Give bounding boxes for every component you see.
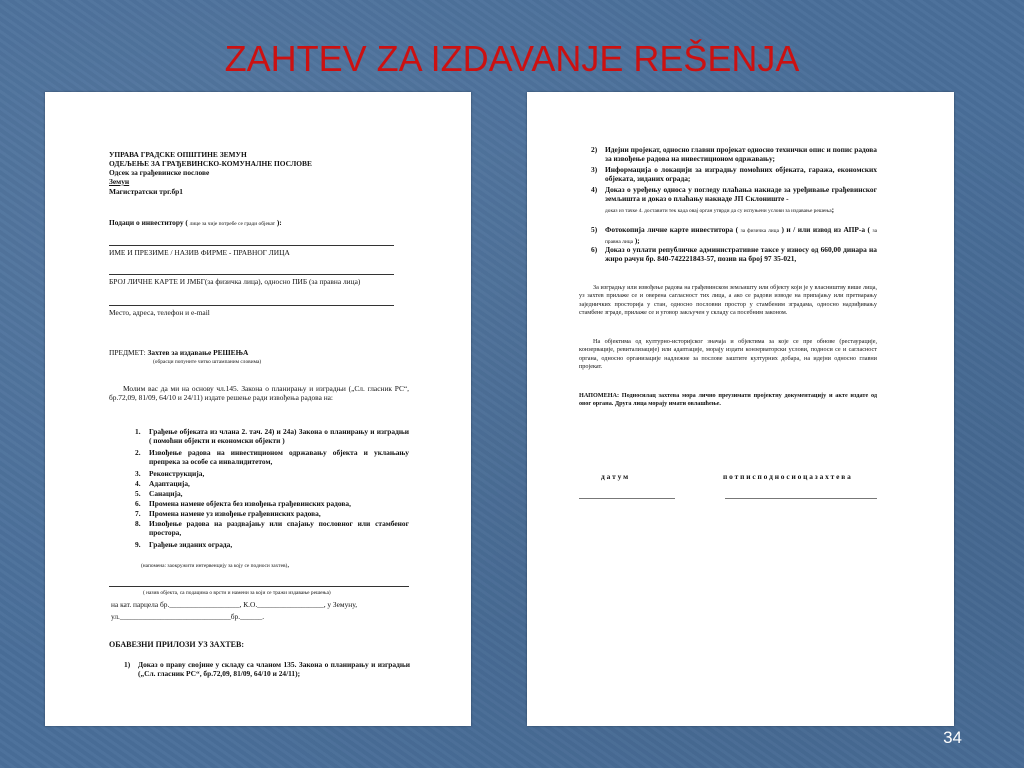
intervention-item[interactable]: Реконструкција,: [149, 469, 205, 478]
subject-line: ПРЕДМЕТ: Захтев за издавање РЕШЕЊА: [109, 348, 249, 357]
attachment-item: Информација о локацији за изградњу помоћних објеката, гаража, економских објеката, зиданих ограда;: [605, 165, 877, 183]
slide-title: ZAHTEV ZA IZDAVANJE REŠENJA: [224, 38, 800, 79]
section-header: Одсек за грађевинске послове: [109, 168, 210, 177]
intervention-item[interactable]: Санација,: [149, 489, 183, 498]
investor-address-line[interactable]: [109, 305, 394, 306]
signature-line[interactable]: [725, 498, 877, 499]
investor-name-caption: ИМЕ И ПРЕЗИМЕ / НАЗИВ ФИРМЕ - ПРАВНОГ ЛИЦА: [109, 248, 290, 257]
heritage-paragraph: На објектима од културно-историјског значаја и објектима за које се пре обнове (рестаурације, конзервације, ревитализације) или адаптације, морају издати конзерваторски услови, подноси се и сагласност органа, односно организације надлежне за послове заштите културних добара, на идејни односно главни пројекат.: [579, 338, 877, 371]
object-name-line[interactable]: [109, 586, 409, 587]
investor-id-line[interactable]: [109, 274, 394, 275]
slide-number: 34: [943, 728, 962, 747]
co-owner-paragraph: За изградњу или извођење радова на грађевинском земљишту или објекту који је у власништву више лица, уз захтев прилаже се и оверена сагласност тих лица, а ако се радови изводе на припајању или претварању заједничких просторија у стан, односно пословни простор у стамбеним зградама, односно надзиђивању стамбене зграде, прилаже се и уговор закључен у складу са посебним законом.: [579, 284, 877, 317]
intervention-item[interactable]: Адаптација,: [149, 479, 190, 488]
intervention-item[interactable]: Извођење радова на инвестиционом одржавању објекта и уклањању препрека за особе са инвалидитетом,: [149, 448, 409, 466]
attachment-item-note: доказ из тачке 4. доставити тек када овај орган утврди да су испуњени услови за издавање решења;: [605, 205, 835, 214]
attachment-item: Доказ о праву својине у складу са чланом 135. Закона о планирању и изградњи („Сл. гласник РС“, бр.72,09, 81/09, 64/10 и 24/11);: [138, 660, 410, 678]
form-page-left: УПРАВА ГРАДСКЕ ОПШТИНЕ ЗЕМУН ОДЕЉЕЊЕ ЗА ГРАЂЕВИНСКО-КОМУНАЛНЕ ПОСЛОВЕ Одсек за грађевинске послове Земун Магистратски трг.бр1 Подаци о инвеститору ( лице за чије потребе се гради објекат ): ИМЕ И ПРЕЗИМЕ / НАЗИВ ФИРМЕ - ПРАВНОГ ЛИЦА БРОЈ ЛИЧНЕ КАРТЕ И ЈМБГ(за физичка лица), односно ПИБ (за правна лица) Место, адреса, телефон и е-mail ПРЕДМЕТ: Захтев за издавање РЕШЕЊА (обрасци попуните читко штампаним словима) Молим вас да ми на основу чл.145. Закона о планирању и изградњи („Сл. гласник РС“, бр.72,09, 81/09, 64/10 и 24/11) издате решење ради извођења радова на: 1. Грађење објеката из члана 2. тач. 24) и 24а) Закона о планирању и изградњи ( помоћни објекти и економски објекти ) 2. Извођење радова на инвестиционом одржавању објекта и уклањању препрека за особе са инвалидитетом, 3. Реконструкција, 4. Адаптација, 5. Санација, 6. Промена намене објекта без извођења грађевинских радова, 7. Промена намене уз извођење грађевинских радова, 8. Извођење радова на раздвајању или спајању пословног или стамбеног простора, 9. Грађење зиданих ограда, (напомена: заокружити интервенцију за коју се подноси захтев), ( назив објекта, са подацима о врсти и намени за који се тражи издавање решења) на кат. парцела бр.___________________, К.О.__________________, у Земуну, ул.______________________________бр.______. ОБАВЕЗНИ ПРИЛОЗИ УЗ ЗАХТЕВ: 1) Доказ о праву својине у складу са чланом 135. Закона о планирању и изградњи („Сл. гласник РС“, бр.72,09, 81/09, 64/10 и 24/11);: [45, 92, 471, 726]
attachment-item: Доказ о уплати републичке административне таксе у износу од 660,00 динара на жиро рачун бр. 840-742221843-57, позив на број 97 35-021,: [605, 245, 877, 263]
department-header: ОДЕЉЕЊЕ ЗА ГРАЂЕВИНСКО-КОМУНАЛНЕ ПОСЛОВЕ: [109, 159, 312, 168]
intervention-item[interactable]: Промена намене уз извођење грађевинских радова,: [149, 509, 321, 518]
attachments-title: ОБАВЕЗНИ ПРИЛОЗИ УЗ ЗАХТЕВ:: [109, 640, 245, 649]
intervention-item[interactable]: Грађење објеката из члана 2. тач. 24) и 24а) Закона о планирању и изградњи ( помоћни објекти и економски објекти ): [149, 427, 409, 445]
street-line[interactable]: ул.______________________________бр.______.: [111, 612, 265, 621]
investor-address-caption: Место, адреса, телефон и е-mail: [109, 308, 210, 317]
office-header: УПРАВА ГРАДСКЕ ОПШТИНЕ ЗЕМУН: [109, 150, 247, 159]
parcel-line[interactable]: на кат. парцела бр.___________________, К.О.__________________, у Земуну,: [111, 600, 358, 609]
attachment-item: Идејни пројекат, односно главни пројекат односно технички опис и попис радова за извођење радова на инвестиционом одржавању;: [605, 145, 877, 163]
city-header: Земун: [109, 177, 130, 186]
date-line[interactable]: [579, 498, 675, 499]
request-intro: Молим вас да ми на основу чл.145. Закона о планирању и изградњи („Сл. гласник РС“, бр.72,09, 81/09, 64/10 и 24/11) издате решење ради извођења радова на:: [109, 384, 409, 402]
investor-label: Подаци о инвеститору ( лице за чије потребе се гради објекат ):: [109, 218, 282, 227]
address-header: Магистратски трг.бр1: [109, 187, 183, 196]
intervention-item[interactable]: Промена намене објекта без извођења грађевинских радова,: [149, 499, 351, 508]
intervention-item[interactable]: Извођење радова на раздвајању или спајању пословног или стамбеног простора,: [149, 519, 409, 537]
subject-note: (обрасци попуните читко штампаним словима): [153, 359, 262, 365]
circle-note: (напомена: заокружити интервенцију за коју се подноси захтев),: [141, 560, 290, 569]
investor-name-line[interactable]: [109, 245, 394, 246]
form-page-right: 2) Идејни пројекат, односно главни пројекат односно технички опис и попис радова за извођење радова на инвестиционом одржавању; 3) Информација о локацији за изградњу помоћних објеката, гаража, економских објеката, зиданих ограда; 4) Доказ о уређењу односа у погледу плаћања накнаде за уређивање грађевинског земљишта и доказ о плаћању накнаде ЈП Склониште - доказ из тачке 4. доставити тек када овај орган утврди да су испуњени услови за издавање решења; 5) Фотокопија личне карте инвеститора ( за физичка лица ) и / или извод из АПР-а ( за правна лица ); 6) Доказ о уплати републичке административне таксе у износу од 660,00 динара на жиро рачун бр. 840-742221843-57, позив на број 97 35-021, За изградњу или извођење радова на грађевинском земљишту или објекту који је у власништву више лица, уз захтев прилаже се и оверена сагласност тих лица, а ако се радови изводе на припајању или претварању заједничких просторија у стан, односно пословни простор у стамбеним зградама, односно надзиђивању стамбене зграде, прилаже се и уговор закључен у складу са посебним законом. На објектима од културно-историјског значаја и објектима за које се пре обнове (рестаурације, конзервације, ревитализације) или адаптације, морају издати конзерваторски услови, подноси се и сагласност органа, односно организације надлежне за послове заштите културних добара, на идејни односно главни пројекат. НАПОМЕНА: Подносилац захтева мора лично преузимати пројектну документацију и акте издате од овог органа. Друга лица морају имати овлашћење. д а т у м п о т п и с п о д н о с и о ц а з а х т е в а: [527, 92, 954, 726]
object-note: ( назив објекта, са подацима о врсти и намени за који се тражи издавање решења): [143, 590, 331, 596]
attachment-item: Фотокопија личне карте инвеститора ( за физичка лица ) и / или извод из АПР-а ( за правна лица );: [605, 225, 877, 245]
investor-id-caption: БРОЈ ЛИЧНЕ КАРТЕ И ЈМБГ(за физичка лица), односно ПИБ (за правна лица): [109, 277, 361, 286]
pickup-note: НАПОМЕНА: Подносилац захтева мора лично преузимати пројектну документацију и акте издате од овог органа. Друга лица морају имати овлашћење.: [579, 392, 877, 408]
signature-label: п о т п и с п о д н о с и о ц а з а х т е в а: [723, 472, 851, 481]
intervention-item[interactable]: Грађење зиданих ограда,: [149, 540, 233, 549]
date-label: д а т у м: [601, 472, 629, 481]
attachment-item: Доказ о уређењу односа у погледу плаћања накнаде за уређивање грађевинског земљишта и доказ о плаћању накнаде ЈП Склониште -: [605, 185, 877, 203]
